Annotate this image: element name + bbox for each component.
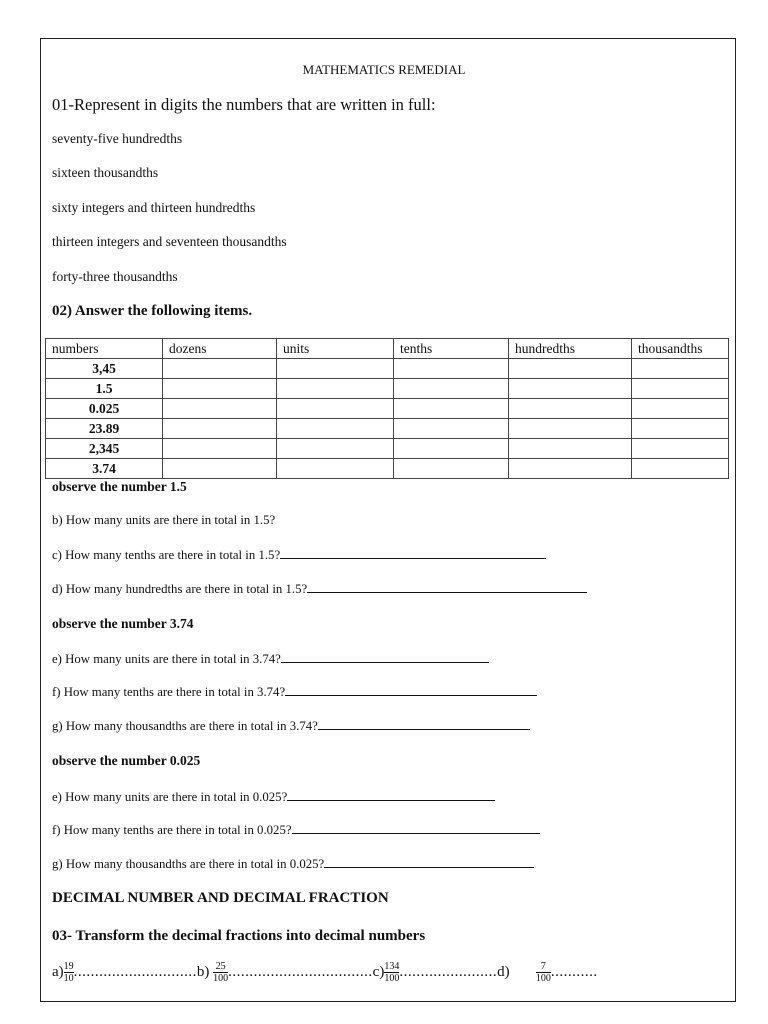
denominator: 100: [535, 973, 551, 984]
table-row: [46, 419, 729, 439]
table-row: [46, 459, 729, 479]
q1-item: sixty integers and thirteen hundredths: [52, 200, 256, 215]
question-g: [52, 855, 534, 872]
answer-dots[interactable]: ...........: [550, 963, 598, 980]
answer-cell[interactable]: [509, 359, 632, 379]
observe-heading: observe the number 1.5: [52, 479, 187, 494]
question-3-heading: 03- Transform the decimal fractions into decimal numbers: [52, 928, 426, 944]
answer-cell[interactable]: [163, 439, 277, 459]
question-text: e) How many units are there in total in 3.74?: [52, 652, 281, 666]
answer-cell[interactable]: [394, 399, 509, 419]
answer-cell[interactable]: [632, 379, 729, 399]
answer-dots[interactable]: .......................: [399, 963, 498, 980]
q1-item: thirteen integers and seventeen thousandths: [52, 234, 287, 249]
table-cell-number: 1.5: [46, 379, 163, 399]
table-cell-number: 23.89: [46, 419, 163, 439]
answer-dots[interactable]: .............................: [73, 963, 197, 980]
question-text: b) How many units are there in total in 1.5?: [52, 513, 276, 527]
numerator: 19: [63, 961, 74, 972]
answer-cell[interactable]: [163, 419, 277, 439]
question-text: e) How many units are there in total in 0.025?: [52, 790, 288, 804]
answer-cell[interactable]: [394, 359, 509, 379]
answer-cell[interactable]: [277, 439, 394, 459]
table-row: [46, 379, 729, 399]
fraction: [64, 961, 74, 984]
fraction: [213, 961, 228, 984]
answer-cell[interactable]: [394, 419, 509, 439]
question-text: f) How many tenths are there in total in 3.74?: [52, 685, 286, 699]
denominator: 100: [213, 973, 229, 984]
table-cell-number: 0.025: [46, 399, 163, 419]
answer-cell[interactable]: [509, 439, 632, 459]
question-text: c) How many tenths are there in total in 1.5?: [52, 548, 281, 562]
answer-blank[interactable]: [280, 546, 546, 559]
answer-cell[interactable]: [277, 459, 394, 479]
question-g: [52, 717, 530, 734]
answer-blank[interactable]: [324, 855, 534, 868]
answer-cell[interactable]: [163, 399, 277, 419]
q1-item: sixteen thousandths: [52, 165, 159, 180]
answer-blank[interactable]: [292, 821, 540, 834]
answer-cell[interactable]: [509, 459, 632, 479]
question-2-heading: 02) Answer the following items.: [52, 303, 253, 319]
answer-cell[interactable]: [632, 439, 729, 459]
answer-cell[interactable]: [509, 419, 632, 439]
answer-cell[interactable]: [277, 399, 394, 419]
numerator: 25: [215, 961, 226, 972]
answer-cell[interactable]: [632, 459, 729, 479]
answer-cell[interactable]: [509, 379, 632, 399]
col-header: thousandths: [632, 339, 729, 359]
answer-cell[interactable]: [394, 439, 509, 459]
answer-cell[interactable]: [632, 419, 729, 439]
col-header: dozens: [163, 339, 277, 359]
fraction: [384, 961, 399, 984]
answer-cell[interactable]: [632, 399, 729, 419]
table-cell-number: 3.74: [46, 459, 163, 479]
answer-cell[interactable]: [277, 359, 394, 379]
answer-cell[interactable]: [163, 359, 277, 379]
item-label: c): [372, 963, 385, 980]
question-text: g) How many thousandths are there in total in 0.025?: [52, 857, 325, 871]
item-label: a): [52, 963, 64, 980]
table-header-row: [46, 339, 729, 359]
answer-cell[interactable]: [394, 379, 509, 399]
denominator: 10: [63, 973, 74, 984]
q1-item: seventy-five hundredths: [52, 131, 183, 146]
answer-cell[interactable]: [163, 459, 277, 479]
table-cell-number: 3,45: [46, 359, 163, 379]
fraction: [536, 961, 551, 984]
question-text: d) How many hundredths are there in total in 1.5?: [52, 582, 308, 596]
answer-cell[interactable]: [163, 379, 277, 399]
answer-cell[interactable]: [277, 419, 394, 439]
place-value-table: [45, 338, 729, 479]
answer-blank[interactable]: [281, 650, 489, 663]
question-text: f) How many tenths are there in total in 0.025?: [52, 823, 292, 837]
answer-cell[interactable]: [277, 379, 394, 399]
q1-item: forty-three thousandths: [52, 269, 178, 284]
question-f: [52, 821, 540, 838]
numerator: 134: [384, 961, 400, 972]
item-label: b): [196, 963, 210, 980]
observe-heading: observe the number 0.025: [52, 753, 201, 768]
col-header: numbers: [46, 339, 163, 359]
question-e: [52, 788, 495, 805]
question-e: [52, 650, 489, 667]
table-row: [46, 399, 729, 419]
question-b: [52, 513, 275, 528]
answer-blank[interactable]: [287, 788, 495, 801]
col-header: hundredths: [509, 339, 632, 359]
observe-heading: observe the number 3.74: [52, 616, 194, 631]
fraction-row: [52, 961, 598, 1001]
col-header: units: [277, 339, 394, 359]
table-row: [46, 439, 729, 459]
numerator: 7: [540, 961, 546, 972]
question-c: [52, 546, 546, 563]
question-d: [52, 580, 587, 597]
answer-dots[interactable]: ..................................: [228, 963, 373, 980]
question-1-heading: 01-Represent in digits the numbers that are written in full:: [52, 95, 436, 114]
page-title: MATHEMATICS REMEDIAL: [302, 62, 466, 77]
denominator: 100: [384, 973, 400, 984]
question-text: g) How many thousandths are there in total in 3.74?: [52, 719, 318, 733]
answer-blank[interactable]: [307, 580, 587, 593]
item-label: d): [497, 963, 510, 980]
col-header: tenths: [394, 339, 509, 359]
answer-cell[interactable]: [509, 399, 632, 419]
question-f: [52, 683, 537, 700]
section-heading: DECIMAL NUMBER AND DECIMAL FRACTION: [52, 890, 389, 906]
answer-blank[interactable]: [285, 683, 537, 696]
table-row: [46, 359, 729, 379]
answer-cell[interactable]: [632, 359, 729, 379]
answer-cell[interactable]: [394, 459, 509, 479]
table-cell-number: 2,345: [46, 439, 163, 459]
answer-blank[interactable]: [318, 717, 530, 730]
